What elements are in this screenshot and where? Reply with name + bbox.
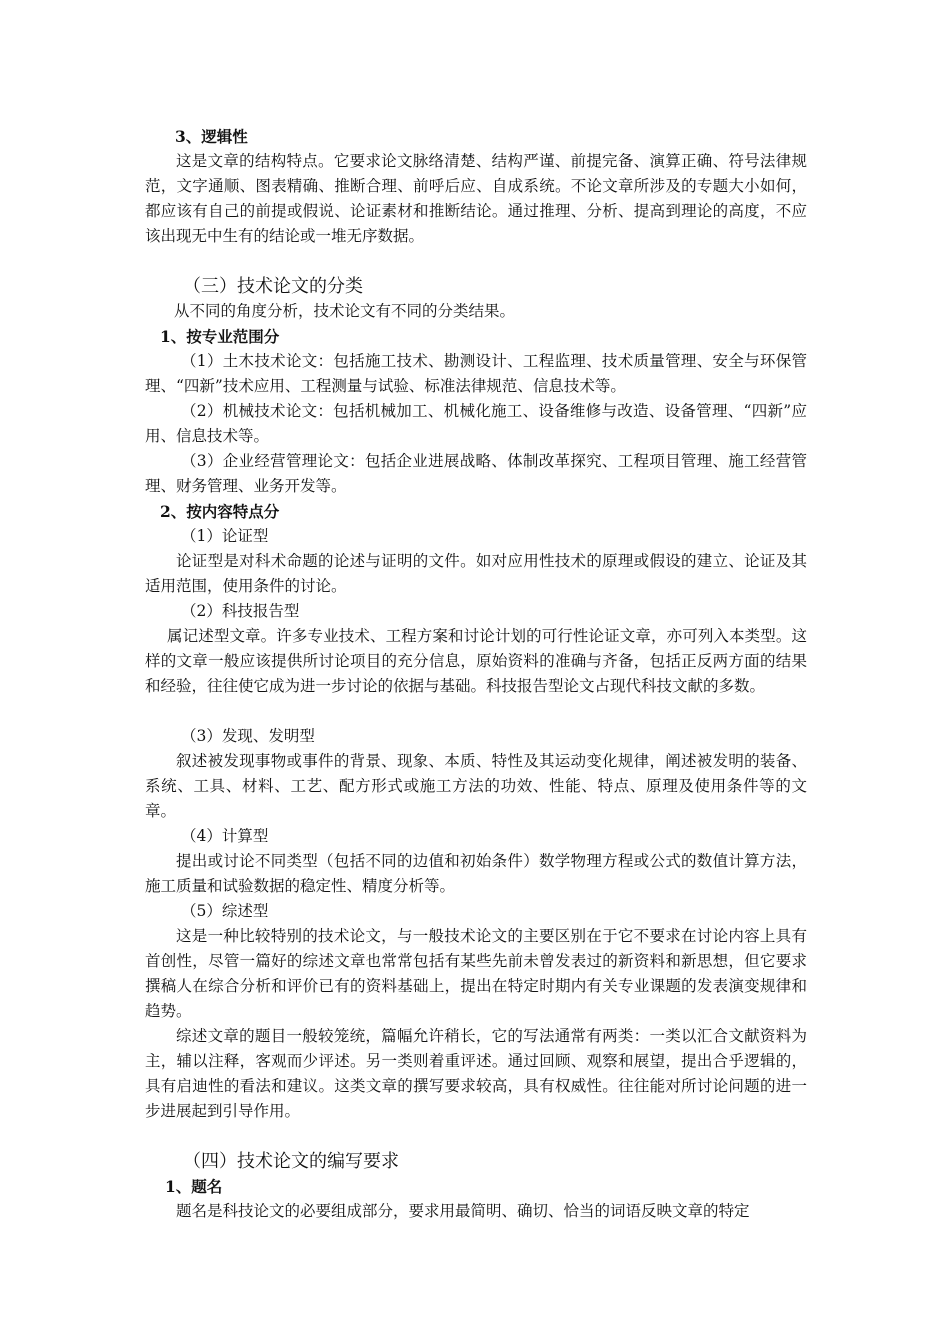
paragraph-civil: （1）土木技术论文：包括施工技术、勘测设计、工程监理、技术质量管理、安全与环保管理、“四新”技术应用、工程测量与试验、标准法律规范、信息技术等。	[145, 352, 807, 395]
paragraph-mechanical: （2）机械技术论文：包括机械加工、机械化施工、设备维修与改造、设备管理、“四新”应用、信息技术等。	[145, 402, 807, 445]
type-calc-title: （4）计算型	[181, 827, 269, 845]
paragraph-report: 属记述型文章。许多专业技术、工程方案和讨论计划的可行性论证文章，亦可列入本类型。这样的文章一般应该提供所讨论项目的充分信息，原始资料的准确与齐备，包括正反两方面的结果和经验，往往使它成为进一步讨论的依据与基础。科技报告型论文占现代科技文献的多数。	[145, 627, 807, 695]
type-argument-title: （1）论证型	[181, 527, 269, 545]
paragraph-review-2: 综述文章的题目一般较笼统，篇幅允许稍长，它的写法通常有两类：一类以汇合文献资料为主，辅以注释，客观而少评述。另一类则着重评述。通过回顾、观察和展望，提出合乎逻辑的，具有启迪性的看法和建议。这类文章的撰写要求较高，具有权威性。往往能对所讨论问题的进一步进展起到引导作用。	[145, 1027, 807, 1120]
paragraph-title: 题名是科技论文的必要组成部分，要求用最简明、确切、恰当的词语反映文章的特定	[176, 1202, 750, 1220]
heading-title: 1、题名	[165, 1177, 223, 1196]
section-title-requirements: （四）技术论文的编写要求	[183, 1151, 399, 1172]
paragraph-calc: 提出或讨论不同类型（包括不同的边值和初始条件）数学物理方程或公式的数值计算方法，施工质量和试验数据的稳定性、精度分析等。	[145, 852, 807, 895]
section-title-classification: （三）技术论文的分类	[183, 276, 363, 297]
paragraph-argument: 论证型是对科术命题的论述与证明的文件。如对应用性技术的原理或假设的建立、论证及其适用范围，使用条件的讨论。	[145, 552, 807, 595]
heading-logic: 3、逻辑性	[175, 127, 248, 146]
type-review-title: （5）综述型	[181, 902, 269, 920]
type-invention-title: （3）发现、发明型	[181, 727, 315, 745]
paragraph-review-1: 这是一种比较特别的技术论文，与一般技术论文的主要区别在于它不要求在讨论内容上具有首创性，尽管一篇好的综述文章也常常包括有某些先前未曾发表过的新资料和新思想，但它要求撰稿人在综合分析和评价已有的资料基础上，提出在特定时期内有关专业课题的发表演变规律和趋势。	[145, 927, 807, 1020]
paragraph-logic: 这是文章的结构特点。它要求论文脉络清楚、结构严谨、前提完备、演算正确、符号法律规范，文字通顺、图表精确、推断合理、前呼后应、自成系统。不论文章所涉及的专题大小如何，都应该有自己的前提或假说、论证素材和推断结论。通过推理、分析、提高到理论的高度，不应该出现无中生有的结论或一堆无序数据。	[145, 152, 807, 245]
paragraph-classification-intro: 从不同的角度分析，技术论文有不同的分类结果。	[174, 302, 516, 320]
type-report-title: （2）科技报告型	[181, 602, 300, 620]
paragraph-management: （3）企业经营管理论文：包括企业进展战略、体制改革探究、工程项目管理、施工经营管理、财务管理、业务开发等。	[145, 452, 807, 495]
paragraph-invention: 叙述被发现事物或事件的背景、现象、本质、特性及其运动变化规律，阐述被发明的装备、系统、工具、材料、工艺、配方形式或施工方法的功效、性能、特点、原理及使用条件等的文章。	[145, 752, 807, 820]
heading-by-scope: 1、按专业范围分	[160, 327, 280, 346]
heading-by-content: 2、按内容特点分	[160, 502, 280, 521]
